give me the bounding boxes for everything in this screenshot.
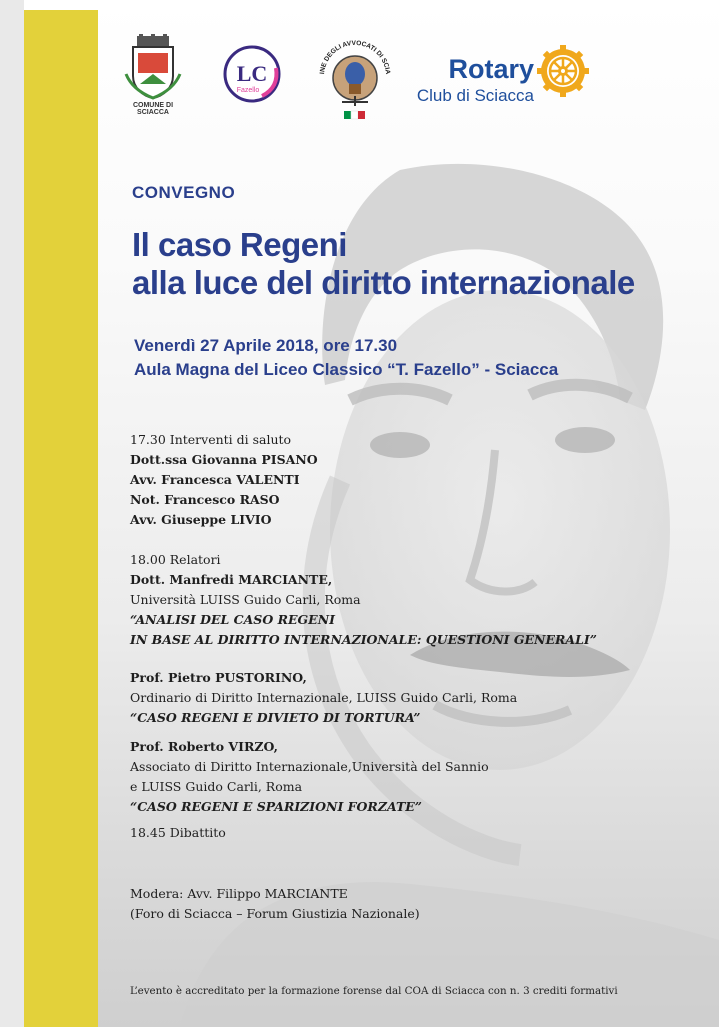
program-pustorino	[130, 668, 517, 728]
rotary-wheel-icon	[536, 44, 590, 98]
comune-label: COMUNE DI SCIACCA	[132, 102, 174, 116]
date-line: Venerdì 27 Aprile 2018, ore 17.30	[134, 336, 398, 355]
rotary-name: Rotary	[448, 54, 534, 84]
lc-sub: Fazello	[236, 87, 260, 94]
relatori-talk-line-2: IN BASE AL DIRITTO INTERNAZIONALE: QUESTIONI GENERALI”	[130, 632, 597, 647]
virzo-talk: “CASO REGENI E SPARIZIONI FORZATE”	[130, 799, 422, 814]
event-kicker: CONVEGNO	[132, 183, 236, 202]
ordine-arc-text: INE DEGLI AVVOCATI DI SCIA	[319, 39, 392, 75]
venue-line: Aula Magna del Liceo Classico “T. Fazello” - Sciacca	[134, 360, 559, 379]
virzo-affiliation-line-2: e LUISS Guido Carli, Roma	[130, 779, 303, 794]
virzo-affiliation-line-1: Associato di Diritto Internazionale,Università del Sannio	[130, 759, 489, 774]
pustorino-talk: “CASO REGENI E DIVIETO DI TORTURA”	[130, 710, 421, 725]
relatori-time-label: 18.00 Relatori	[130, 552, 221, 567]
relatori-talk-line-1: “ANALISI DEL CASO REGENI	[130, 612, 335, 627]
comune-logo	[118, 34, 188, 114]
program-dibattito	[130, 823, 226, 843]
left-margin	[0, 0, 24, 1027]
accreditation-note: L’evento è accreditato per la formazione forense dal COA di Sciacca con n. 3 crediti formativi	[130, 985, 618, 997]
municipal-crest-icon	[118, 34, 188, 100]
saluto-speaker: Dott.ssa Giovanna PISANO	[130, 452, 318, 467]
rotary-wordmark	[406, 56, 534, 104]
moderator-name: Modera: Avv. Filippo MARCIANTE	[130, 886, 348, 901]
rotary-club-name: Club di Sciacca	[416, 86, 534, 105]
lawyers-order-seal-icon	[314, 34, 396, 122]
program-virzo	[130, 737, 489, 817]
ordine-avvocati-logo	[314, 34, 396, 122]
yellow-accent-bar	[24, 10, 98, 1027]
rotary-logo	[536, 44, 590, 98]
saluto-speaker: Avv. Giuseppe LIVIO	[130, 512, 272, 527]
program-moderator	[130, 884, 420, 924]
title-line-1: Il caso Regeni	[132, 226, 347, 263]
program-saluto	[130, 430, 318, 530]
moderator-affiliation: (Foro di Sciacca – Forum Giustizia Nazionale)	[130, 906, 420, 921]
lc-letters: LC	[236, 61, 268, 86]
pustorino-affiliation: Ordinario di Diritto Internazionale, LUISS Guido Carli, Roma	[130, 690, 518, 705]
event-title	[132, 226, 635, 302]
liceo-logo-icon	[222, 44, 282, 104]
saluto-time-label: 17.30 Interventi di saluto	[130, 432, 292, 447]
program-relatori	[130, 550, 597, 650]
event-when	[134, 334, 558, 382]
pustorino-speaker: Prof. Pietro PUSTORINO,	[130, 670, 307, 685]
relatori-speaker: Dott. Manfredi MARCIANTE,	[130, 572, 333, 587]
saluto-speaker: Not. Francesco RASO	[130, 492, 280, 507]
title-line-2: alla luce del diritto internazionale	[132, 264, 635, 301]
dibattito-label: 18.45 Dibattito	[130, 825, 226, 840]
liceo-logo	[222, 44, 282, 104]
relatori-affiliation: Università LUISS Guido Carli, Roma	[130, 592, 361, 607]
virzo-speaker: Prof. Roberto VIRZO,	[130, 739, 278, 754]
saluto-speaker: Avv. Francesca VALENTI	[130, 472, 300, 487]
